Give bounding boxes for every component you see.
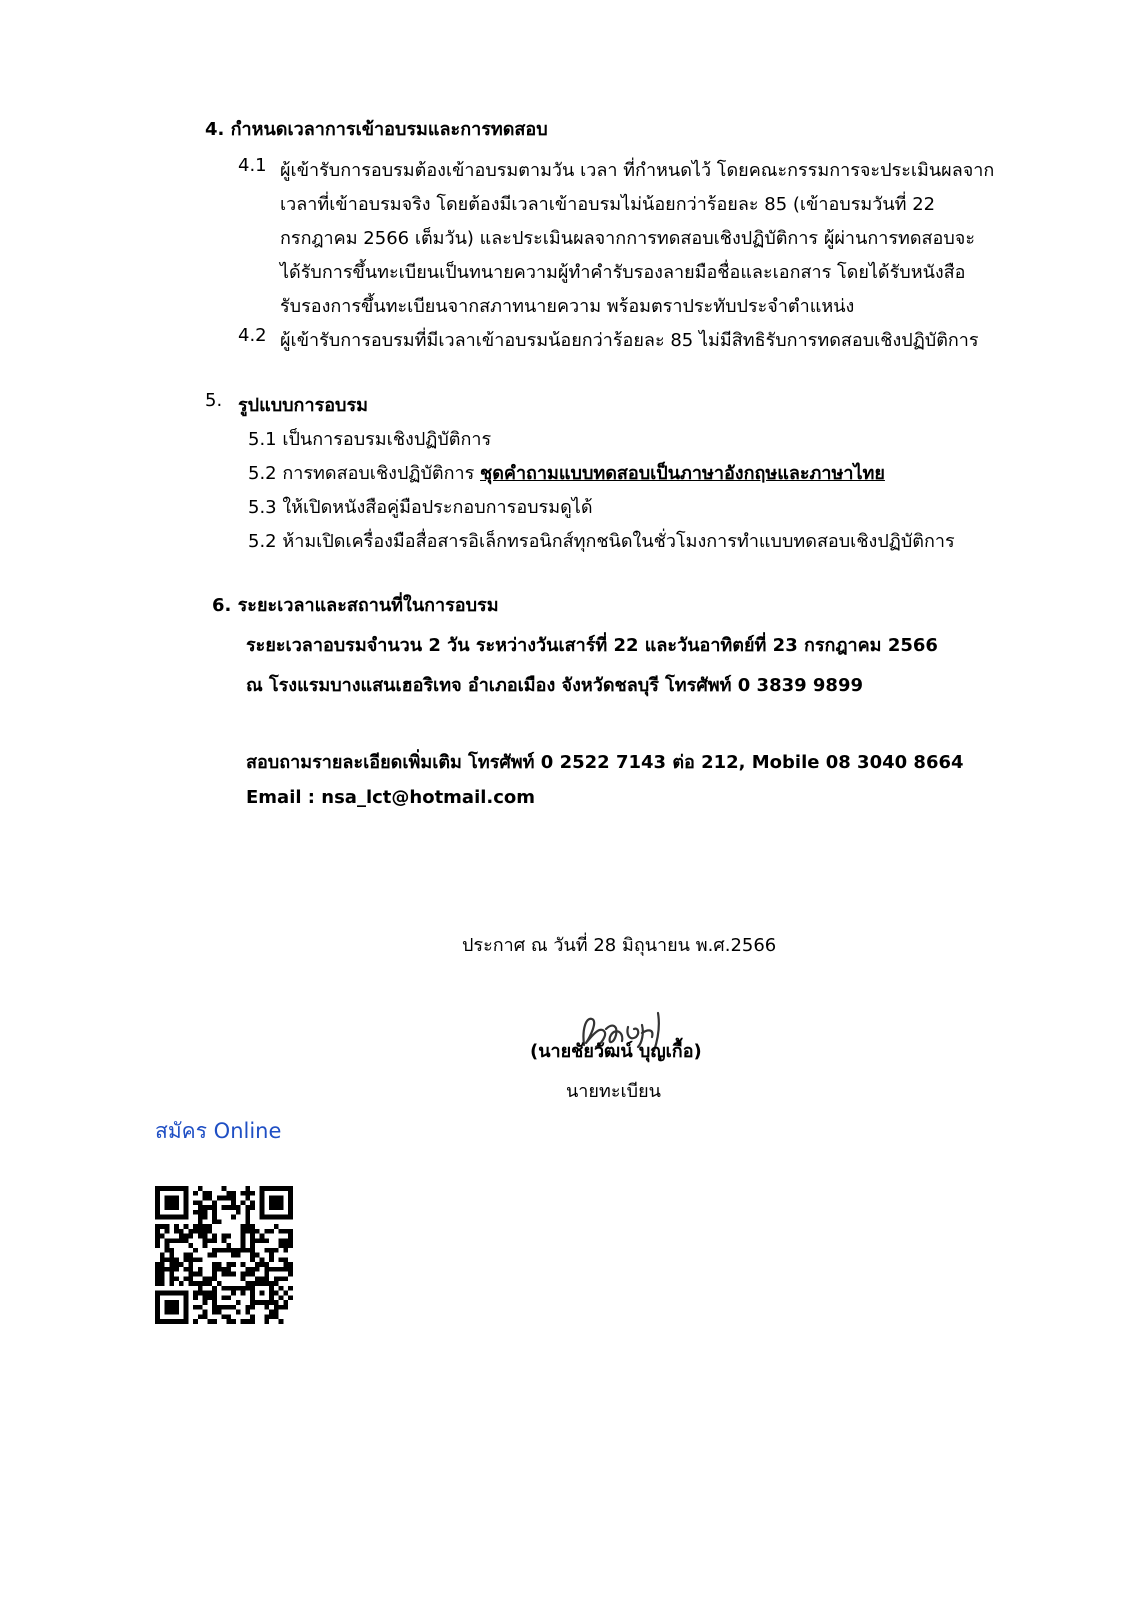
section5-title: รูปแบบการอบรม <box>238 395 368 416</box>
register-online-label[interactable]: สมัคร Online <box>155 1119 282 1143</box>
section6-heading: 6. ระยะเวลาและสถานที่ในการอบรม <box>212 595 499 616</box>
signer-name: (นายชัยวัฒน์ บุญเกื้อ) <box>530 1041 702 1062</box>
contact-info: สอบถามรายละเอียดเพิ่มเติม โทรศัพท์ 0 2522 7143 ต่อ 212, Mobile 08 3040 8664 <box>246 752 964 773</box>
section5-item4: 5.2 ห้ามเปิดเครื่องมือสื่อสารอิเล็กทรอนิกส์ทุกชนิดในชั่วโมงการทำแบบทดสอบเชิงปฏิบัติการ <box>248 531 955 552</box>
contact-email: Email : nsa_lct@hotmail.com <box>246 787 536 808</box>
section5-item2-prefix: 5.2 การทดสอบเชิงปฏิบัติการ <box>248 463 475 484</box>
section4-item2-number: 4.2 <box>238 325 267 346</box>
section5-item2 <box>248 458 885 487</box>
signer-title: นายทะเบียน <box>566 1081 661 1102</box>
section4-item1-line4: ได้รับการขึ้นทะเบียนเป็นทนายความผู้ทำคำรับรองลายมือชื่อและเอกสาร โดยได้รับหนังสือ <box>280 262 966 283</box>
section5-number: 5. <box>205 390 223 411</box>
section4-heading: 4. กำหนดเวลาการเข้าอบรมและการทดสอบ <box>205 119 548 140</box>
section6-venue: ณ โรงแรมบางแสนเฮอริเทจ อำเภอเมือง จังหวัดชลบุรี โทรศัพท์ 0 3839 9899 <box>246 675 864 696</box>
section5-item2-emphasis: ชุดคำถามแบบทดสอบเป็นภาษาอังกฤษและภาษาไทย <box>480 463 885 484</box>
section4-item1-line1: ผู้เข้ารับการอบรมต้องเข้าอบรมตามวัน เวลา ที่กำหนดไว้ โดยคณะกรรมการจะประเมินผลจาก <box>280 160 995 181</box>
section4-item2-text: ผู้เข้ารับการอบรมที่มีเวลาเข้าอบรมน้อยกว่าร้อยละ 85 ไม่มีสิทธิรับการทดสอบเชิงปฏิบัติการ <box>280 330 979 351</box>
section4-item1-number: 4.1 <box>238 155 267 176</box>
section5-item1: 5.1 เป็นการอบรมเชิงปฏิบัติการ <box>248 429 492 450</box>
section4-item1-line2: เวลาที่เข้าอบรมจริง โดยต้องมีเวลาเข้าอบรมไม่น้อยกว่าร้อยละ 85 (เข้าอบรมวันที่ 22 <box>280 194 936 215</box>
qr-code-icon[interactable] <box>155 1186 293 1324</box>
section4-item1-line3: กรกฎาคม 2566 เต็มวัน) และประเมินผลจากการทดสอบเชิงปฏิบัติการ ผู้ผ่านการทดสอบจะ <box>280 228 975 249</box>
section5-item3: 5.3 ให้เปิดหนังสือคู่มือประกอบการอบรมดูได้ <box>248 497 593 518</box>
section4-item1-line5: รับรองการขึ้นทะเบียนจากสภาทนายความ พร้อมตราประทับประจำตำแหน่ง <box>280 296 855 317</box>
announcement-date: ประกาศ ณ วันที่ 28 มิถุนายน พ.ศ.2566 <box>462 935 777 956</box>
section6-duration: ระยะเวลาอบรมจำนวน 2 วัน ระหว่างวันเสาร์ที่ 22 และวันอาทิตย์ที่ 23 กรกฎาคม 2566 <box>246 635 938 656</box>
